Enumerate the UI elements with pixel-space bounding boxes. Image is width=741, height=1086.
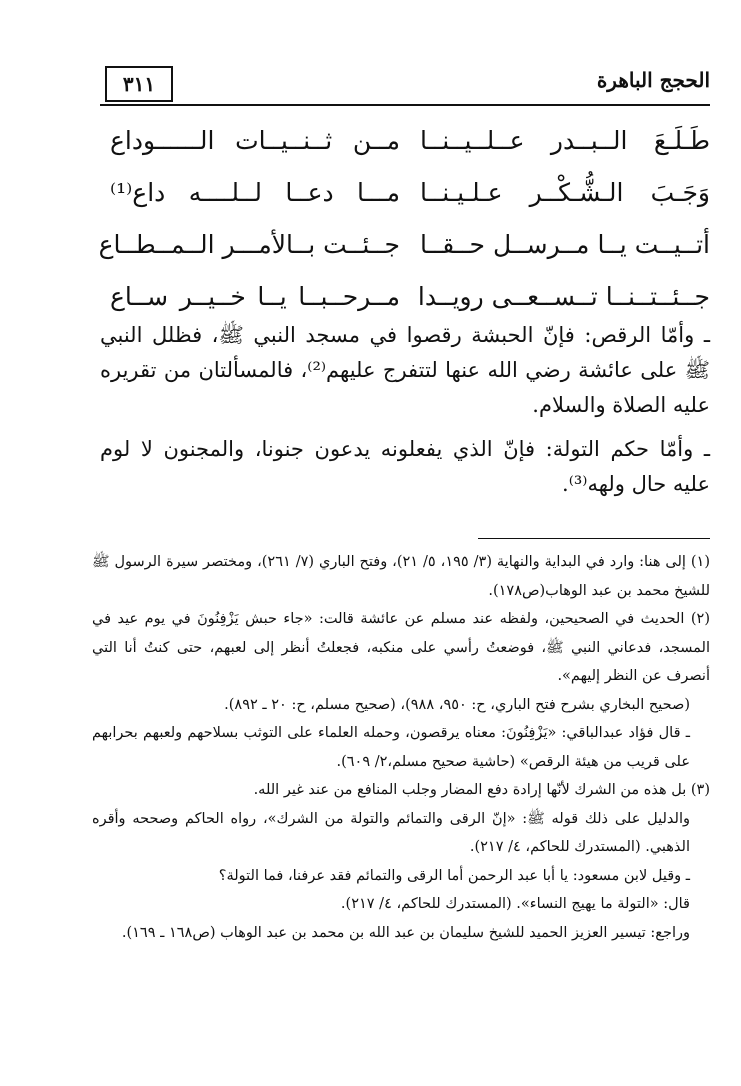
footnote-3-question: ـ وقيل لابن مسعود: يا أبا عبد الرحمن أما الرقى والتمائم فقد عرفنا، فما التولة؟	[218, 867, 690, 884]
verse-second-hemistich: مــن ثــنــيــات الــــــوداع	[110, 126, 400, 155]
footnote-3-evidence: والدليل على ذلك قوله ﷺ: «إنّ الرقى والتمائم والتولة من الشرك»، رواه الحاكم وصححه وأقره الذهبي. (المستدرك للحاكم، ٤/ ٢١٧).	[92, 810, 690, 855]
verse-second-hemistich: مـــا دعــا لــلــــه داع⁽¹⁾	[110, 178, 400, 207]
paragraph-dance: ـ وأمّا الرقص: فإنّ الحبشة رقصوا في مسجد النبي ﷺ، فظلل النبي ﷺ على عائشة رضي الله عنها لتتفرج عليهم⁽²⁾، فالمسألتان من تقريره عليه الصلاة والسلام.	[100, 323, 710, 417]
header-rule	[100, 104, 710, 106]
running-title: الحجج الباهرة	[596, 68, 710, 92]
footnote-2-note: ـ قال فؤاد عبدالباقي: «يَزْفِنُونَ: معناه يرقصون، وحمله العلماء على التوثب بسلاحهم ولعبهم بحرابهم على قريب من هيئة الرقص» (حاشية صحيح مسلم،٢/ ٦٠٩).	[92, 725, 690, 770]
poem-verse	[110, 120, 710, 172]
poem-verse	[110, 172, 710, 224]
footnote-1: (١) إلى هنا: وارد في البداية والنهاية (٣/ ١٩٥، ٥/ ٢١)، وفتح الباري (٧/ ٢٦١)، ومختصر سيرة الرسول ﷺ للشيخ محمد بن عبد الوهاب(ص١٧٨).	[92, 554, 711, 599]
footnotes	[92, 548, 710, 947]
body-text	[100, 318, 710, 511]
footnote-3: (٣) بل هذه من الشرك لأنّها إرادة دفع المضار وجلب المنافع من عند غير الله.	[253, 782, 710, 798]
poem-verse	[98, 224, 710, 276]
verse-first-hemistich: طَـلَـعَ الــبــدر عــلــيــنــا	[420, 126, 710, 155]
page-number: ٣١١	[105, 66, 173, 102]
verse-first-hemistich: وَجَـبَ الـشُّـكْــر عـلـيـنــا	[420, 178, 710, 207]
page-header	[100, 60, 710, 106]
verse-first-hemistich: أتــيــت يــا مــرســل حــقــا	[420, 230, 710, 259]
footnote-separator	[478, 538, 710, 539]
paragraph-tiwala: ـ وأمّا حكم التولة: فإنّ الذي يفعلونه يدعون جنونا، والمجنون لا لوم عليه حال ولهه⁽³⁾.	[100, 437, 710, 496]
footnote-3-answer: قال: «التولة ما يهيج النساء». (المستدرك للحاكم، ٤/ ٢١٧).	[340, 896, 690, 912]
verse-first-hemistich: جــئــتــنــا تــســعــى رويــدا	[417, 282, 710, 311]
poem	[98, 120, 710, 328]
footnote-2: (٢) الحديث في الصحيحين، ولفظه عند مسلم عن عائشة قالت: «جاء حبش يَزْفِنُونَ في يوم عيد في المسجد، فدعاني النبي ﷺ، فوضعتُ رأسي على منكبه، فجعلتُ أنظر إلى لعبهم، حتى كنتُ أنا التي أنصرف عن النظر إليهم».	[92, 611, 710, 684]
verse-second-hemistich: جــئــت بــالأمـــر الــمــطــاع	[98, 230, 400, 259]
verse-second-hemistich: مــرحــبــا يــا خــيــر ســاع	[110, 282, 400, 311]
footnote-3-reference: وراجع: تيسير العزيز الحميد للشيخ سليمان بن عبد الله بن محمد بن عبد الوهاب (ص١٦٨ ـ ١٦٩).	[121, 924, 690, 941]
footnote-2-reference: (صحيح البخاري بشرح فتح الباري، ح: ٩٥٠، ٩٨٨)، (صحيح مسلم، ح: ٢٠ ـ ٨٩٢).	[224, 696, 690, 713]
